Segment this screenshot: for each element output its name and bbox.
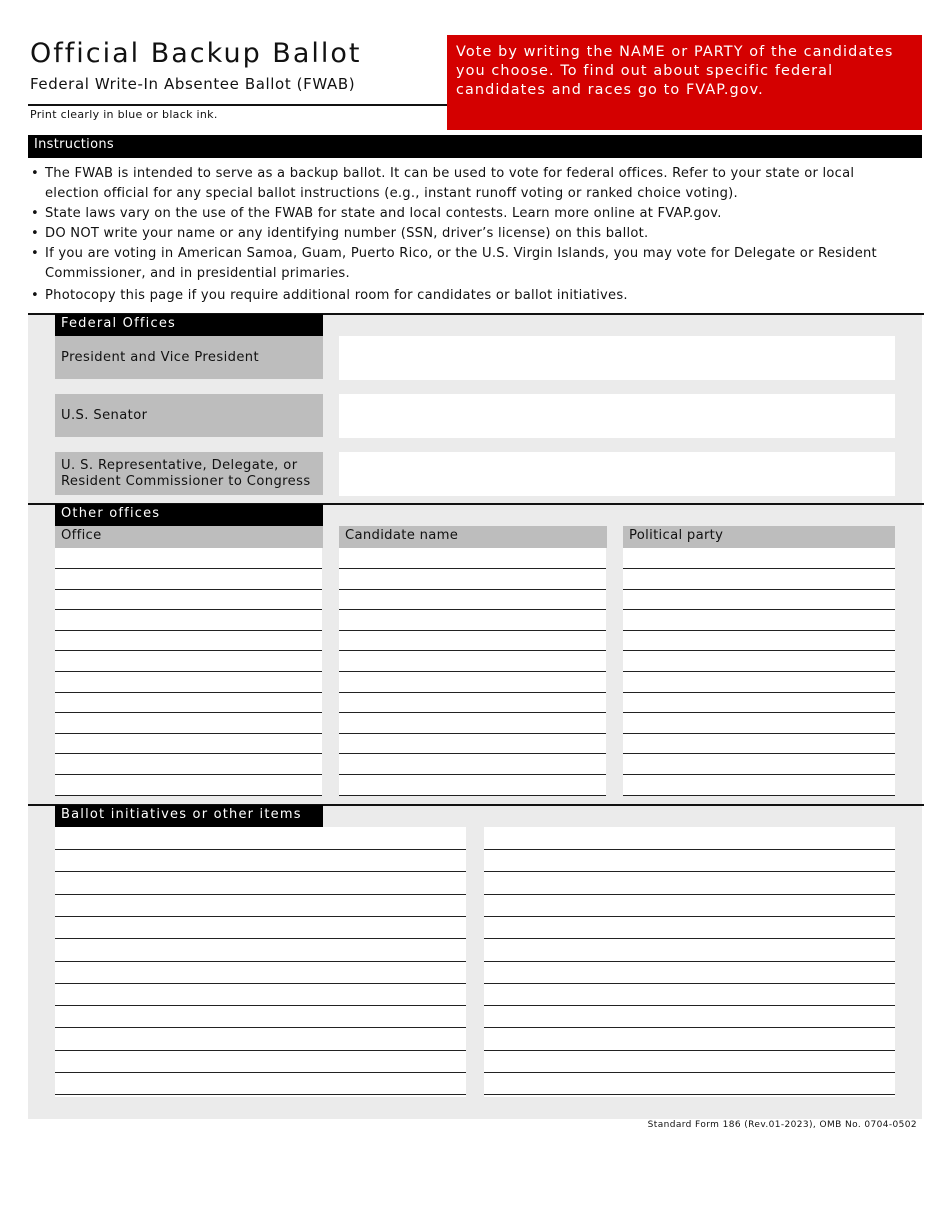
candidate-name-column-header: Candidate name: [339, 526, 607, 548]
write-in-line: [484, 961, 895, 962]
write-in-line: [484, 1005, 895, 1006]
write-in-line: [55, 609, 322, 610]
write-in-line: [339, 692, 606, 693]
instructions-heading: Instructions: [28, 135, 922, 158]
write-in-line: [623, 589, 895, 590]
senator-label: U.S. Senator: [55, 394, 323, 437]
form-title: Official Backup Ballot: [30, 38, 362, 69]
write-in-line: [339, 795, 606, 796]
write-in-line: [484, 1027, 895, 1028]
write-in-line: [55, 671, 322, 672]
write-in-line: [55, 871, 466, 872]
write-in-line: [623, 630, 895, 631]
print-note: Print clearly in blue or black ink.: [30, 108, 218, 121]
candidate-name-write-in-column[interactable]: [339, 548, 606, 796]
representative-write-in[interactable]: [339, 452, 895, 496]
write-in-line: [55, 916, 466, 917]
write-in-line: [339, 568, 606, 569]
political-party-column-header: Political party: [623, 526, 895, 548]
write-in-line: [55, 849, 466, 850]
other-offices-heading: Other offices: [55, 504, 323, 526]
write-in-line: [339, 609, 606, 610]
ballot-initiatives-heading: Ballot initiatives or other items: [55, 805, 323, 827]
write-in-line: [484, 938, 895, 939]
write-in-line: [623, 671, 895, 672]
write-in-line: [55, 961, 466, 962]
write-in-line: [484, 1050, 895, 1051]
write-in-line: [55, 630, 322, 631]
office-write-in-column[interactable]: [55, 548, 322, 796]
instruction-item: • DO NOT write your name or any identifying number (SSN, driver’s license) on this ballot.: [30, 224, 910, 244]
write-in-line: [339, 671, 606, 672]
office-column-header: Office: [55, 526, 323, 548]
write-in-line: [55, 1027, 466, 1028]
representative-label: U. S. Representative, Delegate, or Resident Commissioner to Congress: [55, 452, 323, 495]
write-in-line: [55, 894, 466, 895]
write-in-line: [55, 795, 322, 796]
write-in-line: [55, 733, 322, 734]
write-in-line: [339, 774, 606, 775]
write-in-line: [623, 753, 895, 754]
write-in-line: [55, 983, 466, 984]
federal-offices-heading: Federal Offices: [55, 314, 323, 336]
write-in-line: [623, 692, 895, 693]
write-in-line: [623, 568, 895, 569]
voting-notice: [447, 35, 922, 130]
instruction-item: • State laws vary on the use of the FWAB for state and local contests. Learn more online at FVAP.gov.: [30, 204, 910, 224]
president-label: President and Vice President: [55, 336, 323, 379]
write-in-line: [55, 589, 322, 590]
ballot-initiatives-right-column[interactable]: [484, 827, 895, 1097]
write-in-line: [55, 650, 322, 651]
form-number: Standard Form 186 (Rev.01-2023), OMB No. 0704-0502: [647, 1120, 917, 1130]
write-in-line: [55, 712, 322, 713]
write-in-line: [623, 733, 895, 734]
write-in-line: [484, 983, 895, 984]
write-in-line: [339, 733, 606, 734]
president-write-in[interactable]: [339, 336, 895, 380]
write-in-line: [339, 630, 606, 631]
write-in-line: [55, 938, 466, 939]
write-in-line: [623, 712, 895, 713]
write-in-line: [484, 894, 895, 895]
write-in-line: [55, 753, 322, 754]
political-party-write-in-column[interactable]: [623, 548, 895, 796]
instruction-item: • The FWAB is intended to serve as a backup ballot. It can be used to vote for federal offices. Refer to your state or local election official for any special ballot instructions (e.g., instant runoff voting or ranked choice voting).: [30, 164, 910, 204]
write-in-line: [623, 795, 895, 796]
instruction-item: • Photocopy this page if you require additional room for candidates or ballot initiatives.: [30, 286, 910, 306]
write-in-line: [484, 849, 895, 850]
write-in-line: [339, 589, 606, 590]
write-in-line: [55, 774, 322, 775]
write-in-line: [484, 916, 895, 917]
write-in-line: [484, 1072, 895, 1073]
title-divider: [28, 104, 448, 106]
write-in-line: [484, 1094, 895, 1095]
instructions-list: [30, 164, 910, 306]
ballot-initiatives-left-column[interactable]: [55, 827, 466, 1097]
senator-write-in[interactable]: [339, 394, 895, 438]
write-in-line: [623, 650, 895, 651]
write-in-line: [55, 1094, 466, 1095]
write-in-line: [339, 650, 606, 651]
write-in-line: [484, 871, 895, 872]
voting-notice-text: Vote by writing the NAME or PARTY of the candidates you choose. To find out about specific federal candidates and races go to FVAP.gov.: [456, 44, 894, 98]
instruction-item: • If you are voting in American Samoa, Guam, Puerto Rico, or the U.S. Virgin Islands, you may vote for Delegate or Resident Commissioner, and in presidential primaries.: [30, 244, 910, 284]
write-in-line: [339, 753, 606, 754]
write-in-line: [55, 1050, 466, 1051]
write-in-line: [55, 1072, 466, 1073]
write-in-line: [339, 712, 606, 713]
write-in-line: [55, 692, 322, 693]
write-in-line: [55, 1005, 466, 1006]
form-subtitle: Federal Write-In Absentee Ballot (FWAB): [30, 75, 356, 93]
write-in-line: [55, 568, 322, 569]
write-in-line: [623, 609, 895, 610]
write-in-line: [623, 774, 895, 775]
